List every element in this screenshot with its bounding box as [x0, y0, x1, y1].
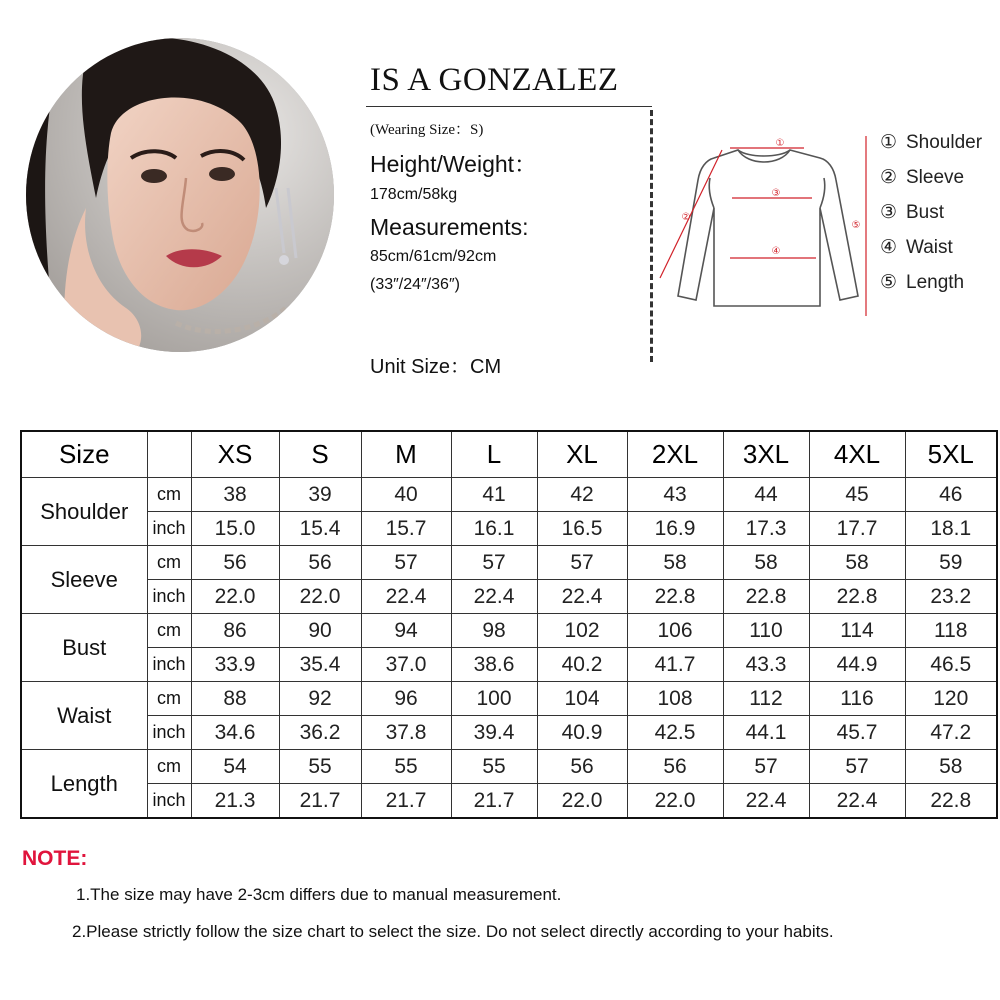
table-cell: 57 [361, 546, 451, 580]
table-cell: 120 [905, 682, 997, 716]
size-header-l: L [451, 431, 537, 478]
unit-size-value: CM [470, 356, 502, 378]
table-cell: 57 [723, 750, 809, 784]
marker-sleeve: ② [681, 212, 691, 223]
table-cell: 86 [191, 614, 279, 648]
table-cell: 58 [723, 546, 809, 580]
table-cell: 59 [905, 546, 997, 580]
size-header-m: M [361, 431, 451, 478]
table-row [21, 478, 997, 512]
table-cell: 22.4 [809, 784, 905, 819]
table-cell: 58 [905, 750, 997, 784]
measurements-cm: 85cm/61cm/92cm [370, 248, 497, 265]
table-row [21, 682, 997, 716]
measurements-label: Measurements: [370, 214, 529, 240]
row-label-sleeve: Sleeve [21, 546, 147, 614]
measurements-inch: (33″/24″/36″) [370, 276, 460, 293]
table-cell: 38.6 [451, 648, 537, 682]
table-cell: 16.9 [627, 512, 723, 546]
table-cell: 55 [279, 750, 361, 784]
table-row [21, 580, 997, 614]
table-cell: 106 [627, 614, 723, 648]
garment-diagram [652, 128, 880, 320]
table-cell: 42 [537, 478, 627, 512]
table-row [21, 784, 997, 819]
table-cell: 38 [191, 478, 279, 512]
table-cell: 54 [191, 750, 279, 784]
table-cell: 88 [191, 682, 279, 716]
table-cell: 44.9 [809, 648, 905, 682]
table-cell: 21.3 [191, 784, 279, 819]
table-cell: 22.0 [279, 580, 361, 614]
table-cell: 33.9 [191, 648, 279, 682]
table-row [21, 546, 997, 580]
brand-title: IS A GONZALEZ [370, 62, 619, 98]
table-cell: 44 [723, 478, 809, 512]
table-cell: 104 [537, 682, 627, 716]
unit-cell-cm: cm [147, 682, 191, 716]
marker-length: ⑤ [851, 220, 861, 231]
table-cell: 56 [191, 546, 279, 580]
table-header-row [21, 431, 997, 478]
table-cell: 35.4 [279, 648, 361, 682]
legend-item-shoulder: ① Shoulder [880, 132, 983, 153]
table-cell: 22.8 [723, 580, 809, 614]
table-cell: 22.4 [451, 580, 537, 614]
note-line-1: 1.The size may have 2-3cm differs due to manual measurement. [76, 885, 562, 904]
table-cell: 56 [537, 750, 627, 784]
unit-cell-inch: inch [147, 512, 191, 546]
row-label-bust: Bust [21, 614, 147, 682]
table-cell: 90 [279, 614, 361, 648]
model-portrait [26, 38, 334, 352]
table-cell: 40.2 [537, 648, 627, 682]
legend-item-bust: ③ Bust [880, 202, 945, 223]
table-cell: 41 [451, 478, 537, 512]
table-cell: 43 [627, 478, 723, 512]
table-cell: 45.7 [809, 716, 905, 750]
table-cell: 112 [723, 682, 809, 716]
table-row [21, 648, 997, 682]
unit-cell-inch: inch [147, 580, 191, 614]
height-weight-label: Height/Weight： [370, 151, 538, 177]
table-cell: 21.7 [279, 784, 361, 819]
table-cell: 100 [451, 682, 537, 716]
size-header-2xl: 2XL [627, 431, 723, 478]
size-header-3xl: 3XL [723, 431, 809, 478]
table-cell: 42.5 [627, 716, 723, 750]
legend-item-waist: ④ Waist [880, 237, 953, 258]
unit-size [370, 350, 501, 379]
table-cell: 17.3 [723, 512, 809, 546]
table-cell: 118 [905, 614, 997, 648]
table-cell: 23.2 [905, 580, 997, 614]
table-cell: 22.8 [627, 580, 723, 614]
table-cell: 22.0 [191, 580, 279, 614]
table-cell: 22.4 [361, 580, 451, 614]
size-chart-table [20, 430, 998, 819]
table-cell: 16.5 [537, 512, 627, 546]
table-cell: 55 [361, 750, 451, 784]
marker-bust: ③ [771, 188, 781, 199]
table-cell: 114 [809, 614, 905, 648]
size-header-xl: XL [537, 431, 627, 478]
height-weight-value: 178cm/58kg [370, 186, 458, 203]
model-portrait-illustration [26, 38, 334, 352]
legend-item-length: ⑤ Length [880, 272, 965, 293]
table-cell: 94 [361, 614, 451, 648]
unit-cell-cm: cm [147, 546, 191, 580]
table-cell: 45 [809, 478, 905, 512]
table-cell: 17.7 [809, 512, 905, 546]
table-cell: 44.1 [723, 716, 809, 750]
table-cell: 21.7 [451, 784, 537, 819]
brand-underline [366, 106, 652, 107]
table-cell: 96 [361, 682, 451, 716]
table-cell: 16.1 [451, 512, 537, 546]
table-cell: 57 [809, 750, 905, 784]
table-cell: 22.8 [809, 580, 905, 614]
table-cell: 43.3 [723, 648, 809, 682]
table-cell: 57 [537, 546, 627, 580]
table-cell: 22.0 [537, 784, 627, 819]
table-row [21, 512, 997, 546]
wearing-size: (Wearing Size：S) [370, 122, 484, 138]
table-cell: 56 [627, 750, 723, 784]
table-cell: 22.8 [905, 784, 997, 819]
note-line-2: 2.Please strictly follow the size chart to select the size. Do not select directly according to your habits. [72, 922, 834, 941]
table-cell: 34.6 [191, 716, 279, 750]
table-cell: 116 [809, 682, 905, 716]
table-cell: 22.0 [627, 784, 723, 819]
table-cell: 22.4 [537, 580, 627, 614]
table-cell: 40.9 [537, 716, 627, 750]
unit-cell-cm: cm [147, 614, 191, 648]
table-cell: 46 [905, 478, 997, 512]
table-row [21, 716, 997, 750]
table-cell: 58 [627, 546, 723, 580]
size-header-label: Size [21, 431, 147, 478]
unit-size-label: Unit Size： [370, 356, 471, 378]
unit-cell-cm: cm [147, 750, 191, 784]
table-row [21, 614, 997, 648]
size-header-4xl: 4XL [809, 431, 905, 478]
table-cell: 55 [451, 750, 537, 784]
row-label-waist: Waist [21, 682, 147, 750]
table-cell: 39 [279, 478, 361, 512]
table-cell: 102 [537, 614, 627, 648]
marker-shoulder: ① [775, 138, 785, 149]
table-cell: 108 [627, 682, 723, 716]
table-cell: 98 [451, 614, 537, 648]
table-cell: 18.1 [905, 512, 997, 546]
table-cell: 36.2 [279, 716, 361, 750]
table-cell: 39.4 [451, 716, 537, 750]
legend-item-sleeve: ② Sleeve [880, 167, 965, 188]
table-cell: 21.7 [361, 784, 451, 819]
table-cell: 15.0 [191, 512, 279, 546]
marker-waist: ④ [771, 246, 781, 257]
table-cell: 58 [809, 546, 905, 580]
table-cell: 15.4 [279, 512, 361, 546]
table-cell: 46.5 [905, 648, 997, 682]
row-label-length: Length [21, 750, 147, 819]
size-header-5xl: 5XL [905, 431, 997, 478]
table-cell: 47.2 [905, 716, 997, 750]
unit-cell-inch: inch [147, 784, 191, 819]
row-label-shoulder: Shoulder [21, 478, 147, 546]
note-title: NOTE: [22, 847, 88, 870]
measurement-legend [880, 130, 982, 305]
table-cell: 110 [723, 614, 809, 648]
table-cell: 40 [361, 478, 451, 512]
table-cell: 56 [279, 546, 361, 580]
table-cell: 41.7 [627, 648, 723, 682]
table-cell: 92 [279, 682, 361, 716]
tshirt-outline-icon [652, 128, 880, 320]
table-cell: 37.8 [361, 716, 451, 750]
size-header-xs: XS [191, 431, 279, 478]
unit-cell-inch: inch [147, 648, 191, 682]
unit-header-blank [147, 431, 191, 478]
table-cell: 15.7 [361, 512, 451, 546]
table-row [21, 750, 997, 784]
unit-cell-inch: inch [147, 716, 191, 750]
table-cell: 57 [451, 546, 537, 580]
size-header-s: S [279, 431, 361, 478]
unit-cell-cm: cm [147, 478, 191, 512]
table-cell: 37.0 [361, 648, 451, 682]
table-cell: 22.4 [723, 784, 809, 819]
